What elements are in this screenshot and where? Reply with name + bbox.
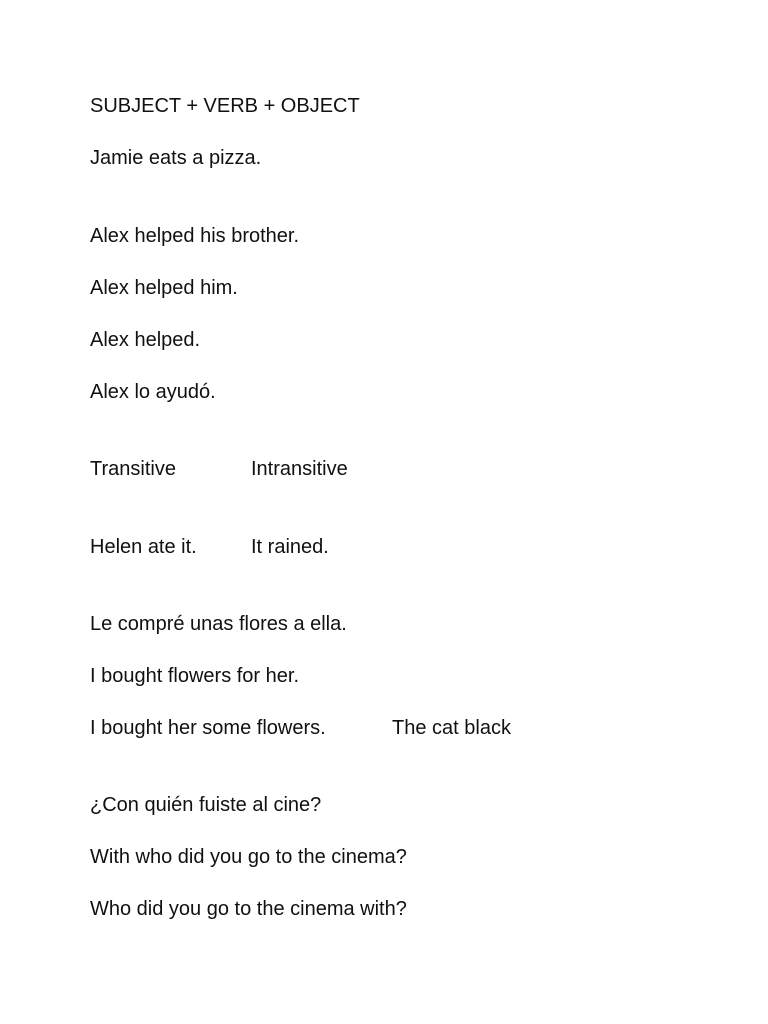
cat-example: The cat black	[392, 717, 511, 739]
example-sentence: I bought her some flowers.	[90, 717, 326, 739]
example-sentence: Alex helped.	[90, 329, 201, 351]
example-sentence: With who did you go to the cinema?	[90, 846, 407, 868]
example-sentence: Alex lo ayudó.	[90, 381, 216, 403]
transitive-example: Helen ate it.	[90, 536, 197, 558]
example-sentence: I bought flowers for her.	[90, 665, 300, 687]
label-transitive: Transitive	[90, 458, 176, 480]
example-sentence: Le compré unas flores a ella.	[90, 613, 347, 635]
example-sentence: Jamie eats a pizza.	[90, 147, 262, 169]
example-sentence: Who did you go to the cinema with?	[90, 898, 407, 920]
label-intransitive: Intransitive	[251, 458, 348, 480]
intransitive-example: It rained.	[251, 536, 329, 558]
example-sentence: ¿Con quién fuiste al cine?	[90, 794, 322, 816]
example-sentence: Alex helped his brother.	[90, 225, 300, 247]
heading-formula: SUBJECT + VERB + OBJECT	[90, 95, 360, 117]
example-sentence: Alex helped him.	[90, 277, 238, 299]
